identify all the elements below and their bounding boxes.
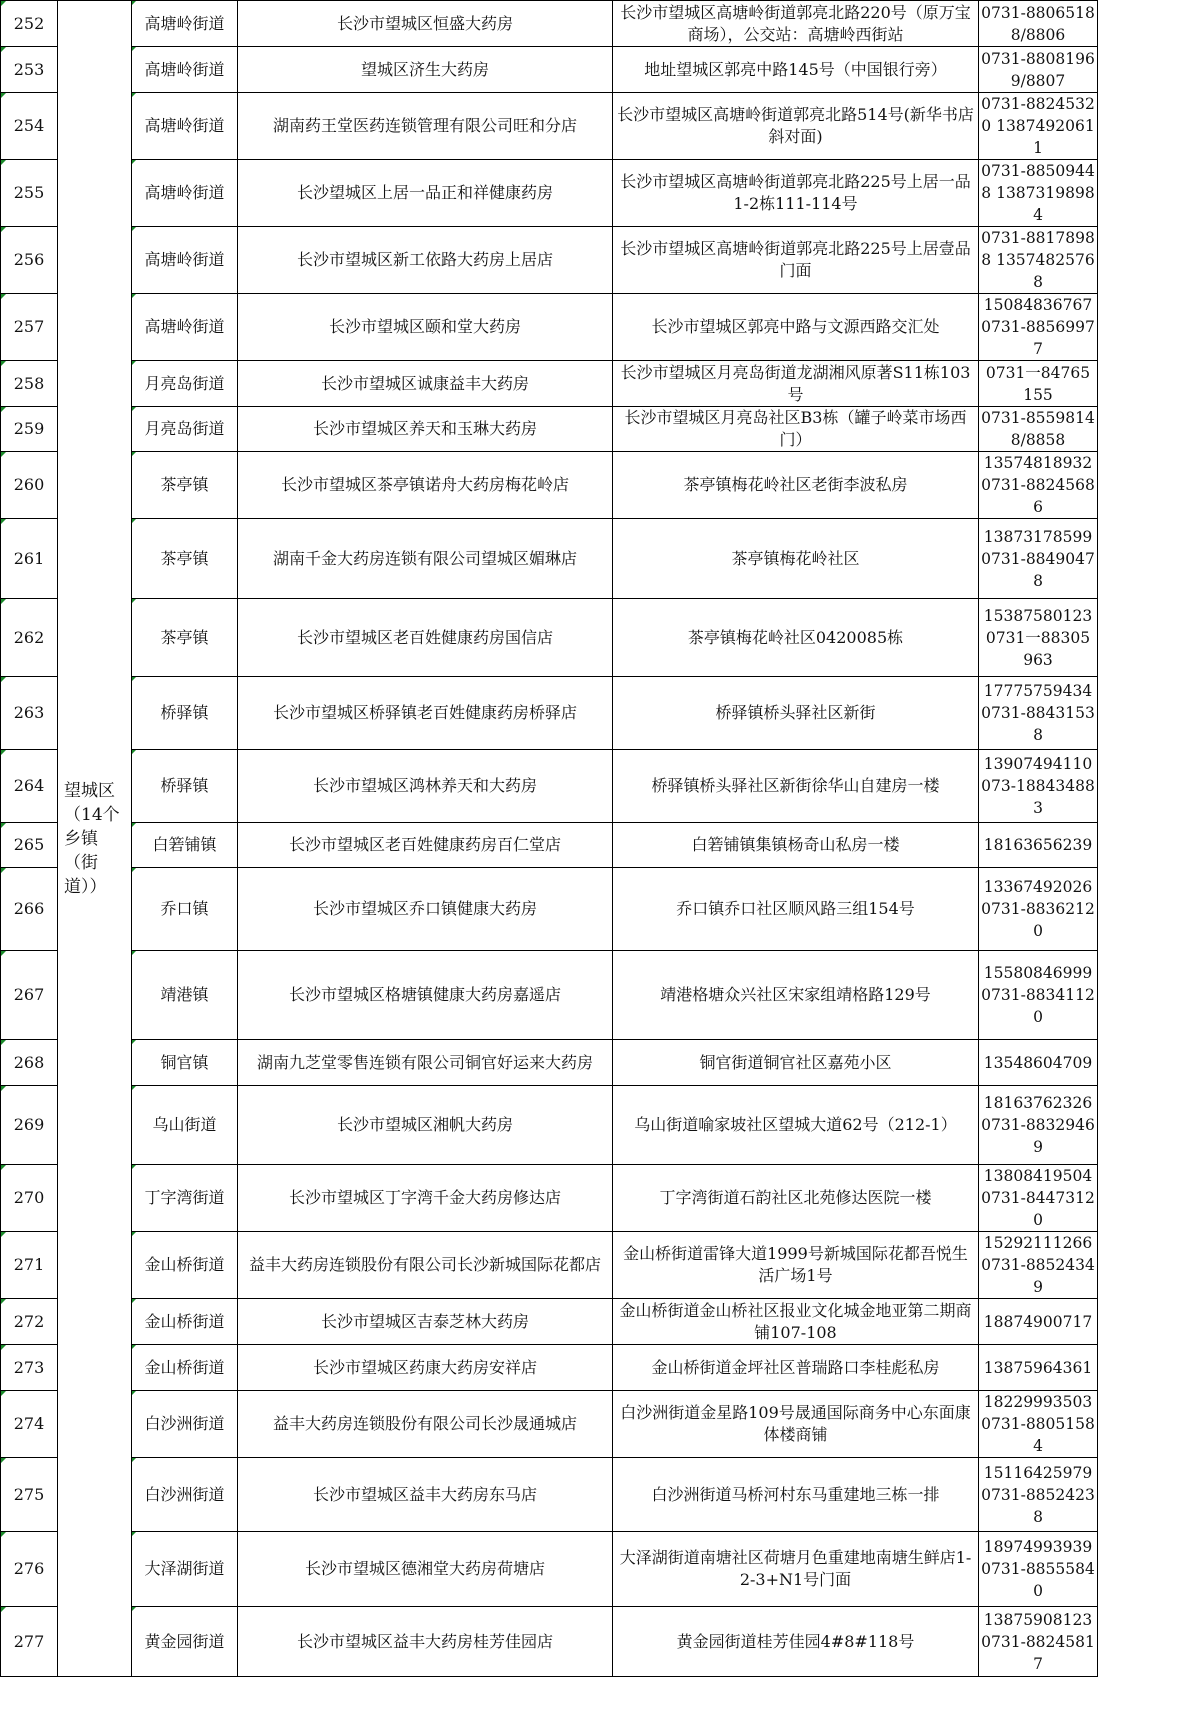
street-cell: 白箬铺镇 xyxy=(132,823,238,868)
street-cell: 乌山街道 xyxy=(132,1086,238,1165)
row-number-cell: 268 xyxy=(1,1040,58,1086)
phone-cell: 0731-88178988 13574825768 xyxy=(979,227,1098,294)
street-cell: 大泽湖街道 xyxy=(132,1532,238,1607)
pharmacy-name-cell: 长沙市望城区颐和堂大药房 xyxy=(238,294,613,361)
table-row xyxy=(1,47,1098,93)
pharmacy-name-cell: 长沙市望城区吉泰芝林大药房 xyxy=(238,1299,613,1345)
street-cell: 白沙洲街道 xyxy=(132,1391,238,1458)
row-number-cell: 253 xyxy=(1,47,58,93)
row-number-cell: 270 xyxy=(1,1165,58,1232)
street-cell: 高塘岭街道 xyxy=(132,294,238,361)
address-cell: 铜官街道铜官社区嘉苑小区 xyxy=(613,1040,979,1086)
street-cell: 月亮岛街道 xyxy=(132,407,238,452)
phone-cell: 18229993503 0731-88051584 xyxy=(979,1391,1098,1458)
address-cell: 金山桥街道金坪社区普瑞路口李桂彪私房 xyxy=(613,1345,979,1391)
address-cell: 长沙市望城区高塘岭街道郭亮北路225号上居壹品门面 xyxy=(613,227,979,294)
address-cell: 长沙市望城区月亮岛社区B3栋（罐子岭菜市场西门） xyxy=(613,407,979,452)
pharmacy-name-cell: 长沙市望城区桥驿镇老百姓健康药房桥驿店 xyxy=(238,677,613,750)
street-cell: 丁字湾街道 xyxy=(132,1165,238,1232)
pharmacy-name-cell: 长沙市望城区恒盛大药房 xyxy=(238,1,613,47)
phone-cell: 13548604709 xyxy=(979,1040,1098,1086)
address-cell: 长沙市望城区高塘岭街道郭亮北路225号上居一品1-2栋111-114号 xyxy=(613,160,979,227)
table-row xyxy=(1,1086,1098,1165)
table-row xyxy=(1,599,1098,677)
row-number-cell: 266 xyxy=(1,868,58,951)
pharmacy-name-cell: 长沙市望城区药康大药房安祥店 xyxy=(238,1345,613,1391)
table-row xyxy=(1,361,1098,407)
address-cell: 白沙洲街道马桥河村东马重建地三栋一排 xyxy=(613,1458,979,1532)
street-cell: 黄金园街道 xyxy=(132,1607,238,1677)
row-number-cell: 261 xyxy=(1,519,58,599)
address-cell: 乔口镇乔口社区顺风路三组154号 xyxy=(613,868,979,951)
pharmacy-name-cell: 湖南九芝堂零售连锁有限公司铜官好运来大药房 xyxy=(238,1040,613,1086)
street-cell: 高塘岭街道 xyxy=(132,160,238,227)
table-row xyxy=(1,1165,1098,1232)
address-cell: 桥驿镇桥头驿社区新街 xyxy=(613,677,979,750)
address-cell: 乌山街道喻家坡社区望城大道62号（212-1） xyxy=(613,1086,979,1165)
address-cell: 地址望城区郭亮中路145号（中国银行旁） xyxy=(613,47,979,93)
table-row xyxy=(1,1232,1098,1299)
phone-cell: 0731-88065188/8806 xyxy=(979,1,1098,47)
row-number-cell: 271 xyxy=(1,1232,58,1299)
row-number-cell: 259 xyxy=(1,407,58,452)
table-row xyxy=(1,1532,1098,1607)
address-cell: 丁字湾街道石韵社区北苑修达医院一楼 xyxy=(613,1165,979,1232)
street-cell: 高塘岭街道 xyxy=(132,227,238,294)
phone-cell: 0731-88081969/8807 xyxy=(979,47,1098,93)
address-cell: 靖港格塘众兴社区宋家组靖格路129号 xyxy=(613,951,979,1040)
street-cell: 乔口镇 xyxy=(132,868,238,951)
street-cell: 靖港镇 xyxy=(132,951,238,1040)
row-number-cell: 258 xyxy=(1,361,58,407)
pharmacy-name-cell: 湖南千金大药房连锁有限公司望城区媚琳店 xyxy=(238,519,613,599)
table-row xyxy=(1,294,1098,361)
pharmacy-name-cell: 长沙市望城区湘帆大药房 xyxy=(238,1086,613,1165)
street-cell: 茶亭镇 xyxy=(132,599,238,677)
phone-cell: 18163656239 xyxy=(979,823,1098,868)
table-row xyxy=(1,1607,1098,1677)
pharmacy-name-cell: 湖南药王堂医药连锁管理有限公司旺和分店 xyxy=(238,93,613,160)
table-row xyxy=(1,1391,1098,1458)
phone-cell: 0731-88245320 13874920611 xyxy=(979,93,1098,160)
row-number-cell: 264 xyxy=(1,750,58,823)
row-number-cell: 256 xyxy=(1,227,58,294)
phone-cell: 0731一84765155 xyxy=(979,361,1098,407)
pharmacy-name-cell: 益丰大药房连锁股份有限公司长沙新城国际花都店 xyxy=(238,1232,613,1299)
row-number-cell: 252 xyxy=(1,1,58,47)
row-number-cell: 260 xyxy=(1,452,58,519)
row-number-cell: 276 xyxy=(1,1532,58,1607)
street-cell: 高塘岭街道 xyxy=(132,1,238,47)
phone-cell: 15084836767 0731-88569977 xyxy=(979,294,1098,361)
pharmacy-name-cell: 长沙市望城区鸿林养天和大药房 xyxy=(238,750,613,823)
address-cell: 茶亭镇梅花岭社区老街李波私房 xyxy=(613,452,979,519)
address-cell: 长沙市望城区高塘岭街道郭亮北路514号(新华书店斜对面) xyxy=(613,93,979,160)
table-row xyxy=(1,519,1098,599)
row-number-cell: 267 xyxy=(1,951,58,1040)
pharmacy-name-cell: 长沙市望城区益丰大药房桂芳佳园店 xyxy=(238,1607,613,1677)
phone-cell: 13875908123 0731-88245817 xyxy=(979,1607,1098,1677)
row-number-cell: 254 xyxy=(1,93,58,160)
table-row xyxy=(1,823,1098,868)
table-row xyxy=(1,1345,1098,1391)
phone-cell: 15116425979 0731-88524238 xyxy=(979,1458,1098,1532)
address-cell: 茶亭镇梅花岭社区 xyxy=(613,519,979,599)
phone-cell: 18974993939 0731-88555840 xyxy=(979,1532,1098,1607)
phone-cell: 0731-88509448 13873198984 xyxy=(979,160,1098,227)
row-number-cell: 269 xyxy=(1,1086,58,1165)
street-cell: 高塘岭街道 xyxy=(132,47,238,93)
pharmacy-name-cell: 益丰大药房连锁股份有限公司长沙晟通城店 xyxy=(238,1391,613,1458)
table-row xyxy=(1,1299,1098,1345)
street-cell: 茶亭镇 xyxy=(132,519,238,599)
table-row xyxy=(1,452,1098,519)
table-row xyxy=(1,868,1098,951)
address-cell: 白沙洲街道金星路109号晟通国际商务中心东面康体楼商铺 xyxy=(613,1391,979,1458)
table-row xyxy=(1,227,1098,294)
address-cell: 桥驿镇桥头驿社区新街徐华山自建房一楼 xyxy=(613,750,979,823)
district-cell: 望城区（14个乡镇（街道）） xyxy=(58,1,132,1677)
address-cell: 长沙市望城区月亮岛街道龙湖湘风原著S11栋103号 xyxy=(613,361,979,407)
table-row xyxy=(1,407,1098,452)
pharmacy-name-cell: 长沙市望城区格塘镇健康大药房嘉遥店 xyxy=(238,951,613,1040)
street-cell: 高塘岭街道 xyxy=(132,93,238,160)
row-number-cell: 274 xyxy=(1,1391,58,1458)
row-number-cell: 262 xyxy=(1,599,58,677)
table-row xyxy=(1,750,1098,823)
address-cell: 金山桥街道金山桥社区报业文化城金地亚第二期商铺107-108 xyxy=(613,1299,979,1345)
table-row xyxy=(1,93,1098,160)
phone-cell: 15292111266 0731-88524349 xyxy=(979,1232,1098,1299)
row-number-cell: 275 xyxy=(1,1458,58,1532)
address-cell: 长沙市望城区郭亮中路与文源西路交汇处 xyxy=(613,294,979,361)
table-row xyxy=(1,1040,1098,1086)
pharmacy-name-cell: 长沙市望城区茶亭镇诺舟大药房梅花岭店 xyxy=(238,452,613,519)
address-cell: 大泽湖街道南塘社区荷塘月色重建地南塘生鲜店1-2-3+N1号门面 xyxy=(613,1532,979,1607)
row-number-cell: 265 xyxy=(1,823,58,868)
pharmacy-name-cell: 长沙市望城区老百姓健康药房国信店 xyxy=(238,599,613,677)
street-cell: 茶亭镇 xyxy=(132,452,238,519)
pharmacy-name-cell: 长沙市望城区养天和玉琳大药房 xyxy=(238,407,613,452)
address-cell: 白箬铺镇集镇杨奇山私房一楼 xyxy=(613,823,979,868)
phone-cell: 18874900717 xyxy=(979,1299,1098,1345)
phone-cell: 15580846999 0731-88341120 xyxy=(979,951,1098,1040)
street-cell: 月亮岛街道 xyxy=(132,361,238,407)
phone-cell: 13875964361 xyxy=(979,1345,1098,1391)
table-row xyxy=(1,951,1098,1040)
pharmacy-name-cell: 望城区济生大药房 xyxy=(238,47,613,93)
phone-cell: 13873178599 0731-88490478 xyxy=(979,519,1098,599)
street-cell: 桥驿镇 xyxy=(132,750,238,823)
address-cell: 黄金园街道桂芳佳园4#8#118号 xyxy=(613,1607,979,1677)
address-cell: 茶亭镇梅花岭社区0420085栋 xyxy=(613,599,979,677)
pharmacy-name-cell: 长沙市望城区德湘堂大药房荷塘店 xyxy=(238,1532,613,1607)
table-row xyxy=(1,160,1098,227)
pharmacy-name-cell: 长沙市望城区诚康益丰大药房 xyxy=(238,361,613,407)
pharmacy-name-cell: 长沙市望城区老百姓健康药房百仁堂店 xyxy=(238,823,613,868)
phone-cell: 13907494110 073-188434883 xyxy=(979,750,1098,823)
table-row xyxy=(1,677,1098,750)
row-number-cell: 263 xyxy=(1,677,58,750)
street-cell: 铜官镇 xyxy=(132,1040,238,1086)
table-row xyxy=(1,1458,1098,1532)
street-cell: 桥驿镇 xyxy=(132,677,238,750)
pharmacy-name-cell: 长沙市望城区新工依路大药房上居店 xyxy=(238,227,613,294)
phone-cell: 13808419504 0731-84473120 xyxy=(979,1165,1098,1232)
phone-cell: 13367492026 0731-88362120 xyxy=(979,868,1098,951)
table-row xyxy=(1,1,1098,47)
phone-cell: 17775759434 0731-88431538 xyxy=(979,677,1098,750)
street-cell: 金山桥街道 xyxy=(132,1299,238,1345)
phone-cell: 18163762326 0731-88329469 xyxy=(979,1086,1098,1165)
row-number-cell: 257 xyxy=(1,294,58,361)
street-cell: 金山桥街道 xyxy=(132,1232,238,1299)
row-number-cell: 255 xyxy=(1,160,58,227)
row-number-cell: 273 xyxy=(1,1345,58,1391)
pharmacy-name-cell: 长沙望城区上居一品正和祥健康药房 xyxy=(238,160,613,227)
row-number-cell: 277 xyxy=(1,1607,58,1677)
row-number-cell: 272 xyxy=(1,1299,58,1345)
pharmacy-name-cell: 长沙市望城区益丰大药房东马店 xyxy=(238,1458,613,1532)
phone-cell: 15387580123 0731一88305963 xyxy=(979,599,1098,677)
table-body xyxy=(1,1,1098,1677)
street-cell: 白沙洲街道 xyxy=(132,1458,238,1532)
address-cell: 金山桥街道雷锋大道1999号新城国际花都吾悦生活广场1号 xyxy=(613,1232,979,1299)
phone-cell: 0731-85598148/8858 xyxy=(979,407,1098,452)
phone-cell: 13574818932 0731-88245686 xyxy=(979,452,1098,519)
street-cell: 金山桥街道 xyxy=(132,1345,238,1391)
pharmacy-name-cell: 长沙市望城区丁字湾千金大药房修达店 xyxy=(238,1165,613,1232)
address-cell: 长沙市望城区高塘岭街道郭亮北路220号（原万宝商场），公交站：高塘岭西街站 xyxy=(613,1,979,47)
pharmacy-name-cell: 长沙市望城区乔口镇健康大药房 xyxy=(238,868,613,951)
